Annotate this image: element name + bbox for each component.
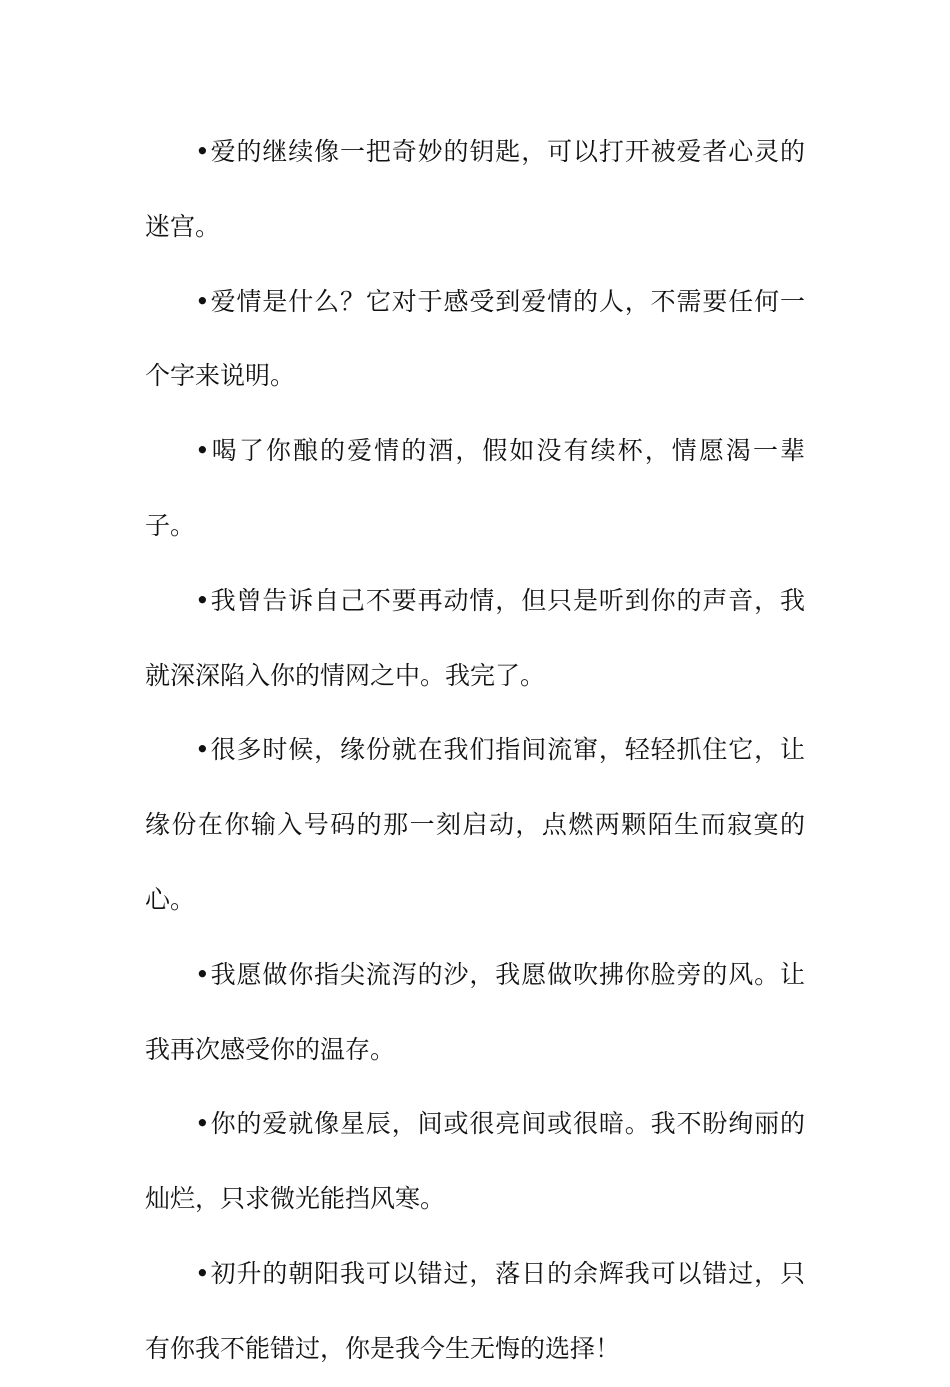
paragraph-4: •我曾告诉自己不要再动情，但只是听到你的声音，我就深深陷入你的情网之中。我完了。 xyxy=(145,585,805,690)
paragraph-2: •爱情是什么？它对于感受到爱情的人，不需要任何一个字来说明。 xyxy=(145,286,805,391)
document-body xyxy=(145,115,805,1387)
paragraph-5: •很多时候，缘份就在我们指间流窜，轻轻抓住它，让缘份在你输入号码的那一刻启动，点燃两颗陌生而寂寞的心。 xyxy=(145,735,805,914)
paragraph-8: •初升的朝阳我可以错过，落日的余辉我可以错过，只有你我不能错过，你是我今生无悔的选择！ xyxy=(145,1258,805,1363)
paragraph-1: •爱的继续像一把奇妙的钥匙，可以打开被爱者心灵的迷宫。 xyxy=(145,137,805,241)
paragraph-3: •喝了你酿的爱情的酒，假如没有续杯，情愿渴一辈子。 xyxy=(145,436,805,540)
paragraph-6: •我愿做你指尖流泻的沙，我愿做吹拂你脸旁的风。让我再次感受你的温存。 xyxy=(145,959,805,1064)
paragraph-7: •你的爱就像星辰，间或很亮间或很暗。我不盼绚丽的灿烂，只求微光能挡风寒。 xyxy=(145,1109,805,1214)
